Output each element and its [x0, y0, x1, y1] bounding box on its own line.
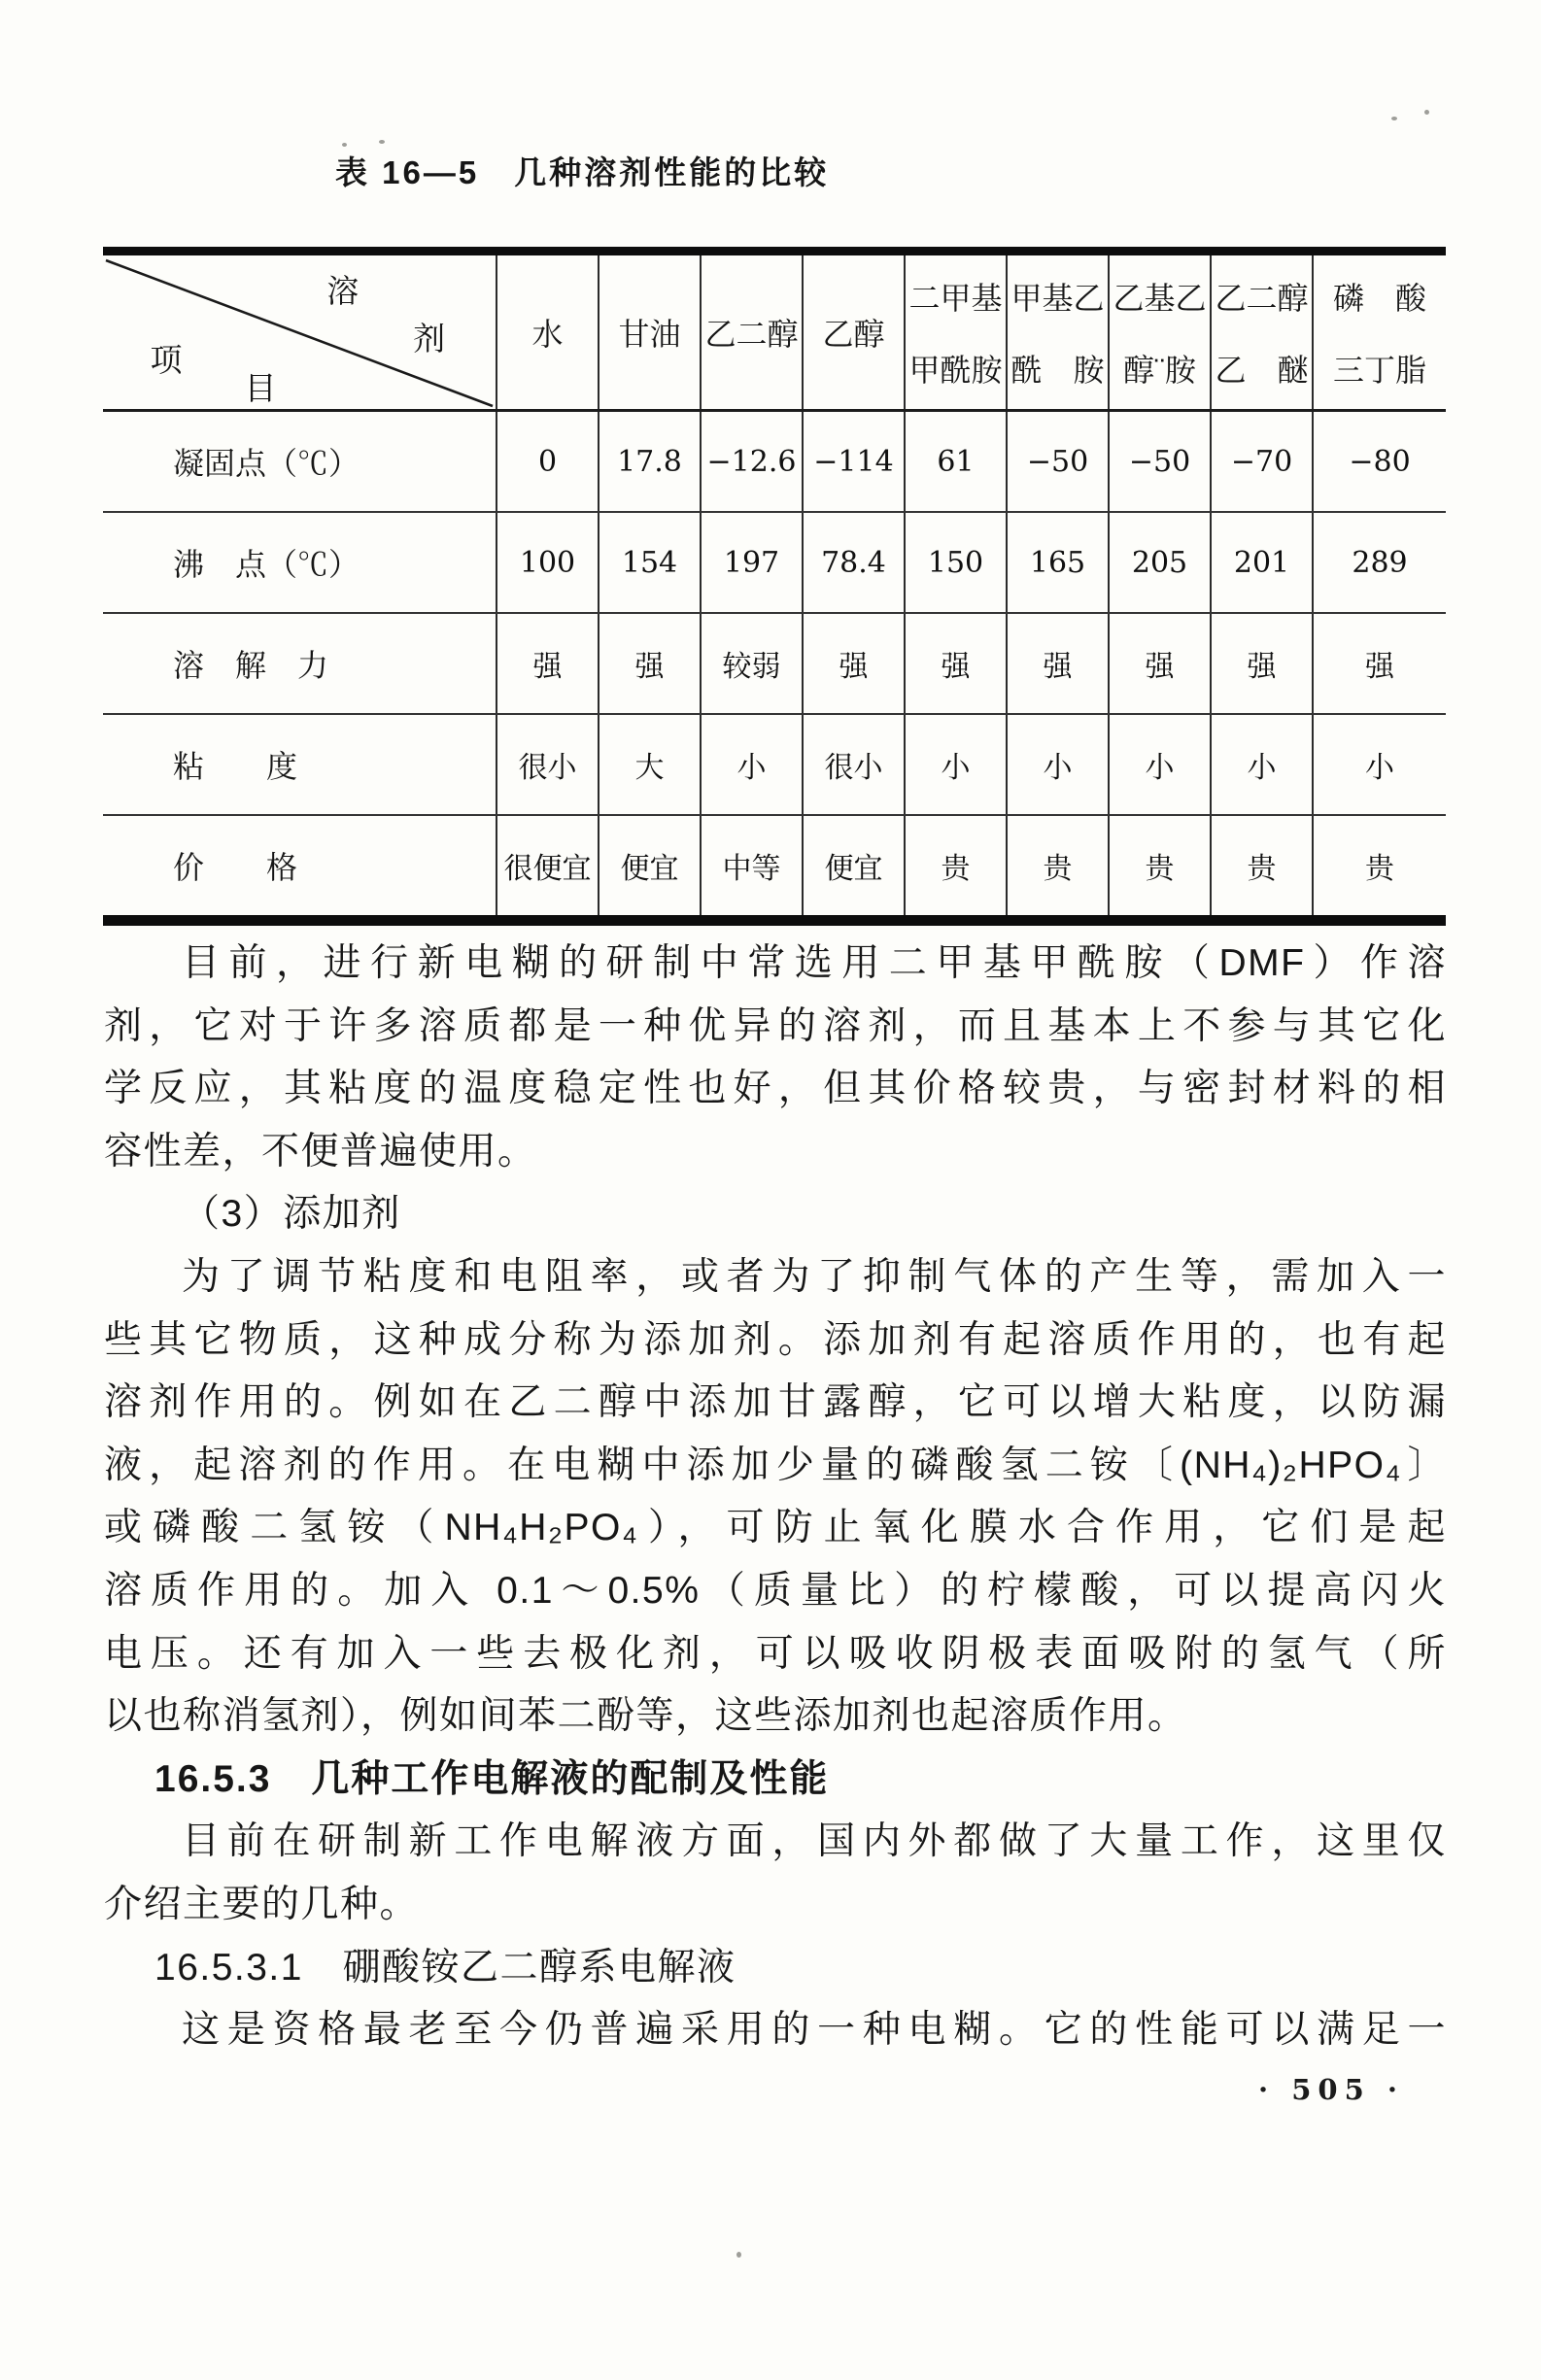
table-cell: 小 [1007, 714, 1109, 815]
table-cell: 贵 [1313, 815, 1446, 921]
column-header-ethanol: 乙醇 [803, 252, 905, 411]
table-cell: 中等 [701, 815, 803, 921]
table-cell: 小 [701, 714, 803, 815]
table-cell: 较弱 [701, 613, 803, 714]
table-cell: 强 [1007, 613, 1109, 714]
page-number: · 505 · [1258, 2073, 1404, 2106]
text-line: 容性差，不便普遍使用。 [104, 1130, 537, 1173]
scan-artifact [379, 140, 385, 144]
table-row-solubility [103, 613, 1446, 714]
table-row-freezing-point [103, 411, 1446, 513]
corner-cell [103, 252, 497, 411]
table-cell: 小 [1313, 714, 1446, 815]
table-cell: 很小 [803, 714, 905, 815]
text-line: 为了调节粘度和电阻率，或者为了抑制气体的产生等，需加入一 [182, 1255, 1447, 1298]
text-line: 学反应，其粘度的温度稳定性也好，但其价格较贵，与密封材料的相 [104, 1068, 1447, 1110]
table-cell: 小 [1109, 714, 1211, 815]
table-cell: 197 [701, 512, 803, 613]
table-cell: 78.4 [803, 512, 905, 613]
text-line: 液，起溶剂的作用。在电糊中添加少量的磷酸氢二铵〔(NH₄)₂HPO₄〕 [104, 1444, 1447, 1486]
scan-artifact [342, 143, 347, 147]
section-heading-16-5-3: 16.5.3 几种工作电解液的配制及性能 [154, 1757, 830, 1800]
table-cell: 大 [599, 714, 701, 815]
scan-artifact [1424, 110, 1429, 115]
column-header-dmf: 二甲基 甲酰胺 [905, 252, 1007, 411]
table-title: 表 16—5 几种溶剂性能的比较 [335, 154, 830, 190]
column-header-ethylethanolamine: 乙基乙 醇¨胺 [1109, 252, 1211, 411]
table-cell: 强 [803, 613, 905, 714]
table-cell: 小 [1211, 714, 1313, 815]
table-cell: 很便宜 [497, 815, 599, 921]
text-line: 溶剂作用的。例如在乙二醇中添加甘露醇，它可以增大粘度，以防漏 [104, 1381, 1447, 1424]
row-label: 溶 解 力 [103, 613, 497, 714]
column-header-ethylene-glycol: 乙二醇 [701, 252, 803, 411]
row-label: 沸 点（℃） [103, 512, 497, 613]
scan-artifact [1391, 117, 1397, 120]
text-line: 这是资格最老至今仍普遍采用的一种电糊。它的性能可以满足一 [182, 2009, 1447, 2052]
text-line: 些其它物质，这种成分称为添加剂。添加剂有起溶质作用的，也有起 [104, 1318, 1447, 1361]
table-cell: 17.8 [599, 411, 701, 513]
table-cell: −114 [803, 411, 905, 513]
corner-item-char-1: 项 [150, 342, 183, 379]
body-text [104, 933, 1447, 2062]
table-row-viscosity [103, 714, 1446, 815]
table-cell: −50 [1109, 411, 1211, 513]
corner-item-char-2: 目 [244, 369, 277, 406]
row-label: 凝固点（℃） [103, 411, 497, 513]
corner-solvent-char-1: 溶 [326, 273, 360, 310]
table-cell: 154 [599, 512, 701, 613]
text-line: 目前，进行新电糊的研制中常选用二甲基甲酰胺（DMF）作溶 [182, 942, 1447, 984]
section-heading-16-5-3-1: 16.5.3.1 硼酸铵乙二醇系电解液 [154, 1946, 736, 1989]
table-cell: 强 [1109, 613, 1211, 714]
table-cell: 100 [497, 512, 599, 613]
table-cell: 0 [497, 411, 599, 513]
table-cell: 强 [497, 613, 599, 714]
table-cell: 贵 [1211, 815, 1313, 921]
text-line: 溶质作用的。加入 0.1～0.5%（质量比）的柠檬酸，可以提高闪火 [104, 1569, 1447, 1612]
column-header-glycerol: 甘油 [599, 252, 701, 411]
table-cell: 便宜 [599, 815, 701, 921]
table-cell: −12.6 [701, 411, 803, 513]
scan-artifact [736, 2252, 741, 2258]
table-cell: 很小 [497, 714, 599, 815]
table-cell: 贵 [1007, 815, 1109, 921]
column-header-methylacetamide: 甲基乙 酰 胺 [1007, 252, 1109, 411]
column-header-glycol-ethyl-ether: 乙二醇 乙 醚 [1211, 252, 1313, 411]
text-line: 介绍主要的几种。 [104, 1883, 420, 1925]
column-header-water: 水 [497, 252, 599, 411]
table-cell: 小 [905, 714, 1007, 815]
table-row-boiling-point [103, 512, 1446, 613]
table-cell: −50 [1007, 411, 1109, 513]
table-cell: 205 [1109, 512, 1211, 613]
subsection-heading-additives: （3）添加剂 [182, 1193, 401, 1236]
table-header-row [103, 252, 1446, 411]
table-row-price [103, 815, 1446, 921]
table-cell: −80 [1313, 411, 1446, 513]
table-cell: 201 [1211, 512, 1313, 613]
column-header-tributyl-phosphate: 磷 酸 三丁脂 [1313, 252, 1446, 411]
table-cell: 贵 [905, 815, 1007, 921]
solvent-comparison-table [103, 247, 1446, 926]
table-cell: 贵 [1109, 815, 1211, 921]
table-cell: 289 [1313, 512, 1446, 613]
text-line: 电压。还有加入一些去极化剂，可以吸收阴极表面吸附的氢气（所 [104, 1632, 1447, 1675]
table-cell: 150 [905, 512, 1007, 613]
corner-solvent-char-2: 剂 [413, 321, 446, 357]
table-cell: 强 [905, 613, 1007, 714]
text-line: 剂，它对于许多溶质都是一种优异的溶剂，而且基本上不参与其它化 [104, 1004, 1447, 1047]
row-label: 粘 度 [103, 714, 497, 815]
row-label: 价 格 [173, 850, 298, 885]
table-cell: −70 [1211, 411, 1313, 513]
table-cell: 强 [599, 613, 701, 714]
table-cell: 强 [1313, 613, 1446, 714]
text-line: 目前在研制新工作电解液方面，国内外都做了大量工作，这里仅 [182, 1820, 1447, 1863]
text-line: 或磷酸二氢铵（NH₄H₂PO₄），可防止氧化膜水合作用，它们是起 [104, 1507, 1447, 1549]
table-cell: 便宜 [803, 815, 905, 921]
table-cell: 165 [1007, 512, 1109, 613]
table-cell: 61 [905, 411, 1007, 513]
text-line: 以也称消氢剂），例如间苯二酚等，这些添加剂也起溶质作用。 [104, 1695, 1187, 1738]
table-cell: 强 [1211, 613, 1313, 714]
